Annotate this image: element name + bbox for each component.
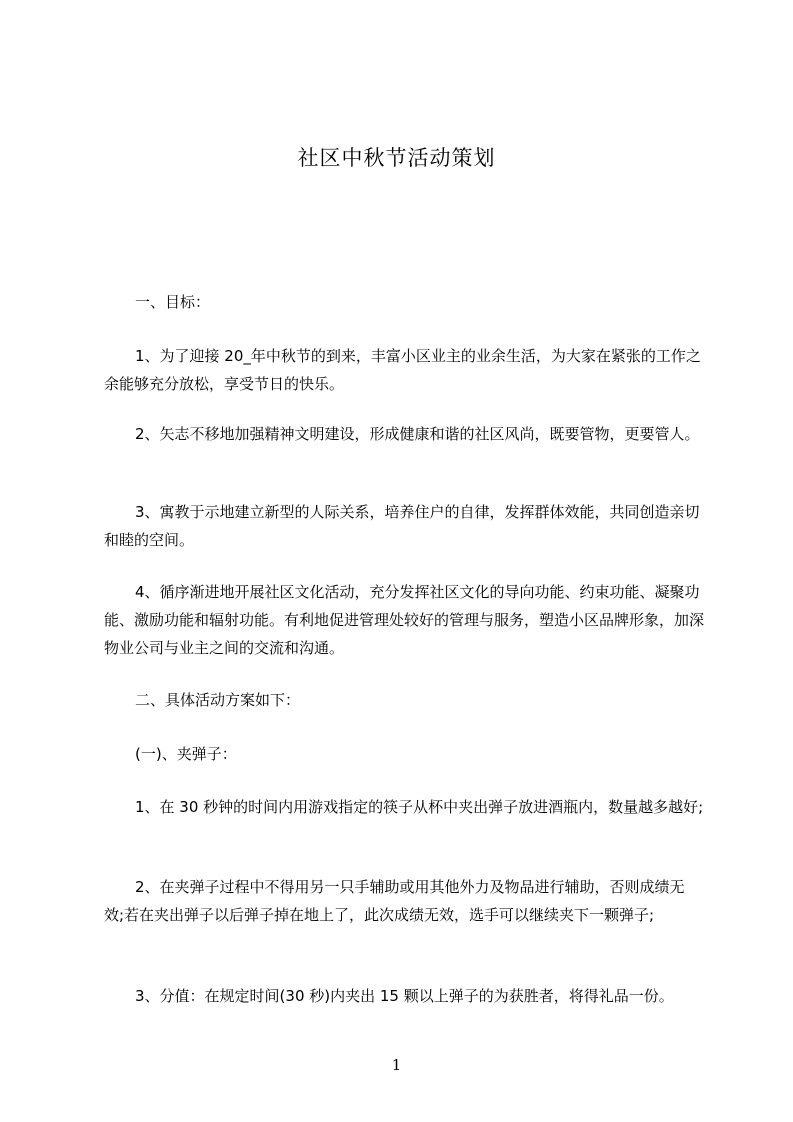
paragraph-rule-3: 3、分值：在规定时间(30 秒)内夹出 15 颗以上弹子的为获胜者，将得礼品一份。: [135, 987, 674, 1005]
document-title: 社区中秋节活动策划: [297, 146, 496, 170]
page-number: 1: [391, 1056, 402, 1074]
subsection-heading-marbles: (一)、夹弹子：: [135, 745, 237, 763]
paragraph-goal-4: 4、循序渐进地开展社区文化活动，充分发挥社区文化的导向功能、约束功能、凝聚功能、激励功能和辐射功能。有利地促进管理处较好的管理与服务，塑造小区品牌形象，加深物业公司与业主之间的交流和沟通。: [104, 583, 705, 657]
paragraph-rule-1: 1、在 30 秒钟的时间内用游戏指定的筷子从杯中夹出弹子放进酒瓶内，数量越多越好;: [135, 798, 704, 816]
paragraph-goal-3: 3、寓教于示地建立新型的人际关系，培养住户的自律，发挥群体效能，共同创造亲切和睦的空间。: [104, 503, 700, 549]
section-heading-goals: 一、目标：: [135, 293, 211, 311]
paragraph-rule-2: 2、在夹弹子过程中不得用另一只手辅助或用其他外力及物品进行辅助，否则成绩无效;若在夹出弹子以后弹子掉在地上了，此次成绩无效，选手可以继续夹下一颗弹子;: [104, 878, 685, 924]
section-heading-plan: 二、具体活动方案如下：: [135, 691, 301, 709]
paragraph-goal-1: 1、为了迎接 20_年中秋节的到来，丰富小区业主的业余生活，为大家在紧张的工作之余能够充分放松，享受节日的快乐。: [104, 347, 701, 393]
paragraph-goal-2: 2、矢志不移地加强精神文明建设，形成健康和谐的社区风尚，既要管物，更要管人。: [135, 425, 700, 443]
